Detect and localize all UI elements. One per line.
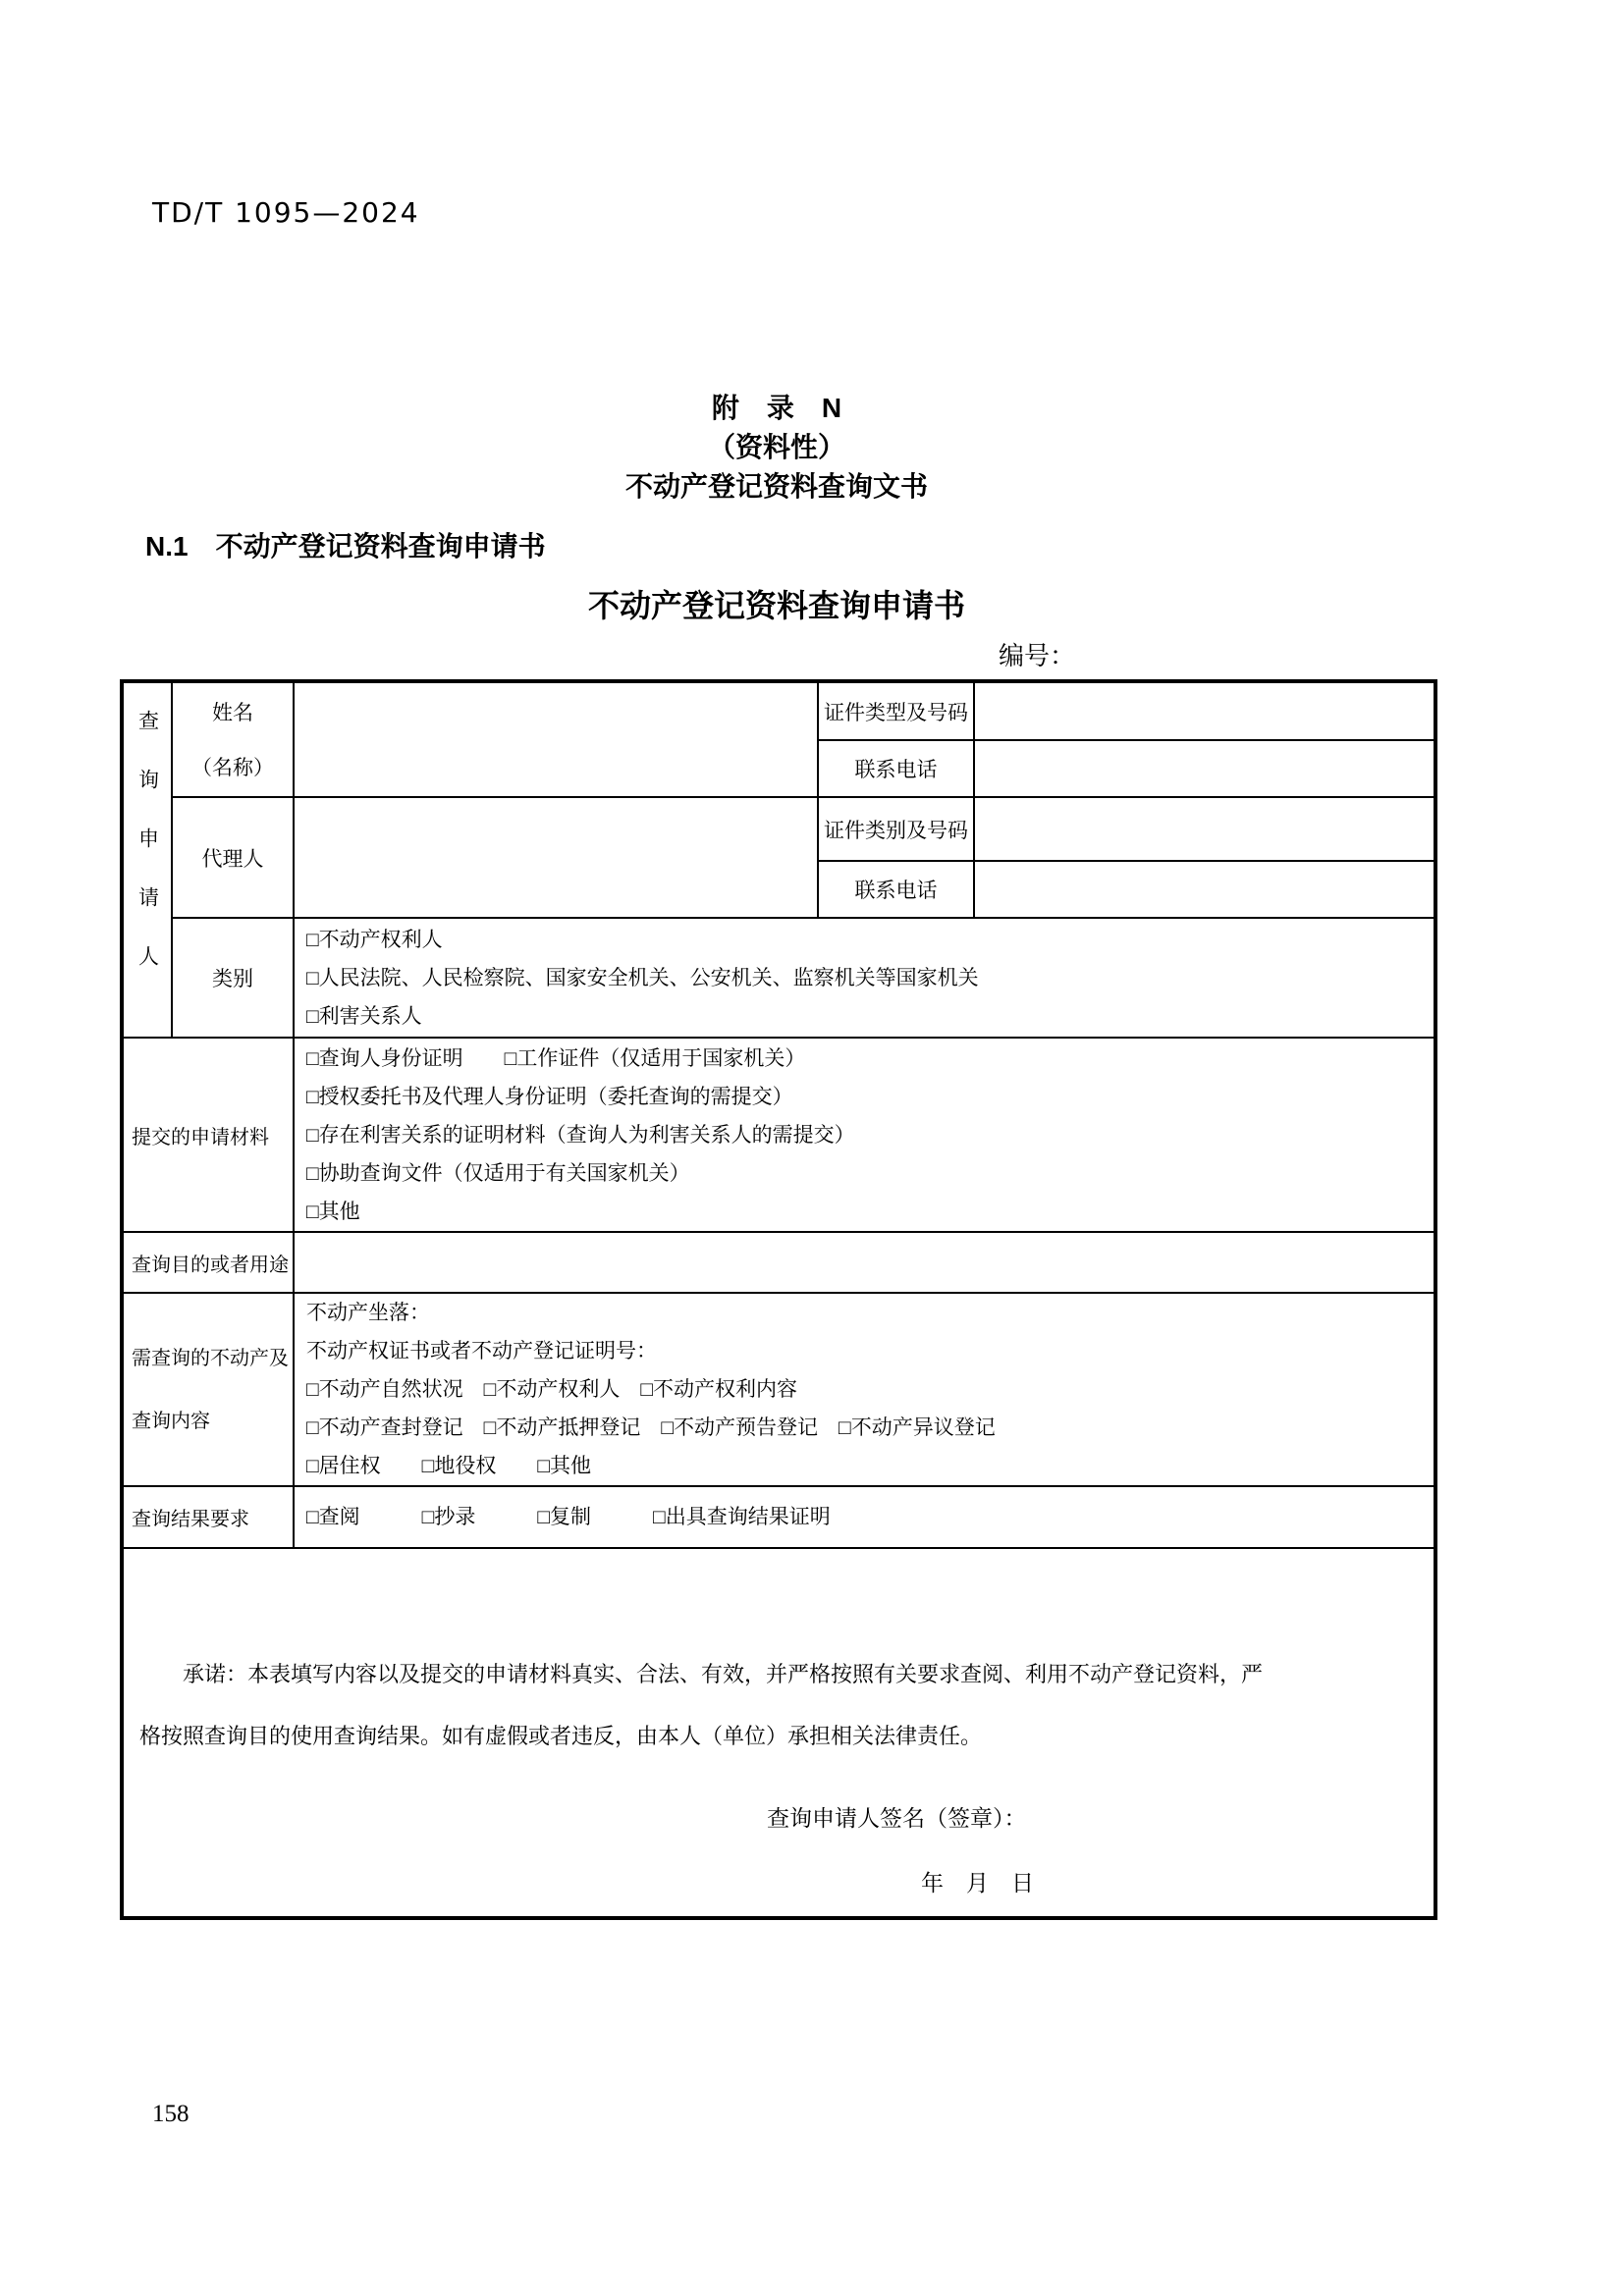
agent-value-cell bbox=[294, 797, 818, 918]
name-label-line2: （名称） bbox=[191, 755, 274, 779]
query-line-location: 不动产坐落： bbox=[306, 1301, 430, 1324]
category-options-cell bbox=[294, 918, 1435, 1038]
applicant-group-label: 查询申请人 bbox=[135, 710, 160, 1004]
serial-number-label: 编号： bbox=[999, 642, 1076, 670]
materials-label-cell: 提交的申请材料 bbox=[122, 1038, 294, 1232]
result-requirement-label-cell: 查询结果要求 bbox=[122, 1486, 294, 1548]
query-target-label-cell bbox=[122, 1293, 294, 1486]
signature-label: 查询申请人签名（签章）： bbox=[767, 1806, 1027, 1831]
phone-label-cell: 联系电话 bbox=[818, 740, 974, 797]
materials-option-interest-proof: □存在利害关系的证明材料（查询人为利害关系人的需提交） bbox=[306, 1122, 855, 1147]
agent-label-cell: 代理人 bbox=[172, 797, 294, 918]
materials-option-authorization: □授权委托书及代理人身份证明（委托查询的需提交） bbox=[306, 1084, 793, 1108]
name-label-line1: 姓名 bbox=[212, 700, 253, 724]
result-requirement-options-cell: □查阅 □抄录 □复制 □出具查询结果证明 bbox=[294, 1486, 1435, 1548]
category-option-rightholder: □不动产权利人 bbox=[306, 927, 443, 951]
query-line-registration-options: □不动产查封登记 □不动产抵押登记 □不动产预告登记 □不动产异议登记 bbox=[306, 1415, 996, 1439]
materials-options-cell bbox=[294, 1038, 1435, 1232]
query-line-status-options: □不动产自然状况 □不动产权利人 □不动产权利内容 bbox=[306, 1377, 798, 1401]
date-label: 年 月 日 bbox=[921, 1871, 1034, 1896]
commitment-cell bbox=[122, 1548, 1435, 1918]
query-line-certificate-no: 不动产权证书或者不动产登记证明号： bbox=[306, 1339, 657, 1362]
appendix-label: 附 录 N bbox=[711, 393, 842, 423]
id-type-value-cell bbox=[974, 681, 1435, 740]
id-type-label-cell: 证件类型及号码 bbox=[818, 681, 974, 740]
purpose-value-cell bbox=[294, 1232, 1435, 1293]
query-target-label-line1: 需查询的不动产及 bbox=[132, 1347, 289, 1369]
query-target-content-cell bbox=[294, 1293, 1435, 1486]
standard-code: TD/T 1095—2024 bbox=[152, 196, 420, 229]
category-label-cell: 类别 bbox=[172, 918, 294, 1038]
agent-phone-value-cell bbox=[974, 861, 1435, 918]
name-label-cell bbox=[172, 681, 294, 797]
section-heading: N.1 不动产登记资料查询申请书 bbox=[145, 531, 546, 561]
category-option-state-organ: □人民法院、人民检察院、国家安全机关、公安机关、监察机关等国家机关 bbox=[306, 965, 979, 989]
category-option-interested-party: □利害关系人 bbox=[306, 1003, 422, 1028]
materials-option-other: □其他 bbox=[306, 1199, 360, 1223]
agent-id-value-cell bbox=[974, 797, 1435, 861]
commitment-line2: 格按照查询目的使用查询结果。如有虚假或者违反，由本人（单位）承担相关法律责任。 bbox=[139, 1724, 983, 1748]
appendix-type: （资料性） bbox=[707, 432, 845, 462]
query-line-rights-options: □居住权 □地役权 □其他 bbox=[306, 1454, 592, 1477]
phone-value-cell bbox=[974, 740, 1435, 797]
query-target-label-line2: 查询内容 bbox=[132, 1410, 210, 1432]
agent-id-label-cell: 证件类别及号码 bbox=[818, 797, 974, 861]
appendix-title: 不动产登记资料查询文书 bbox=[624, 471, 928, 502]
purpose-label-cell: 查询目的或者用途 bbox=[122, 1232, 294, 1293]
page-number: 158 bbox=[152, 2101, 189, 2127]
commitment-text bbox=[139, 1643, 1418, 1767]
application-form-table bbox=[120, 679, 1437, 1920]
materials-option-identity: □查询人身份证明 □工作证件（仅适用于国家机关） bbox=[306, 1045, 806, 1070]
appendix-heading bbox=[120, 389, 1434, 507]
form-title: 不动产登记资料查询申请书 bbox=[587, 588, 965, 623]
applicant-group-label-cell bbox=[122, 681, 172, 1038]
commitment-line1: 承诺：本表填写内容以及提交的申请材料真实、合法、有效，并严格按照有关要求查阅、利用不动产登记资料，严 bbox=[183, 1662, 1264, 1686]
agent-phone-label-cell: 联系电话 bbox=[818, 861, 974, 918]
name-value-cell bbox=[294, 681, 818, 797]
materials-option-assist-doc: □协助查询文件（仅适用于有关国家机关） bbox=[306, 1160, 690, 1185]
